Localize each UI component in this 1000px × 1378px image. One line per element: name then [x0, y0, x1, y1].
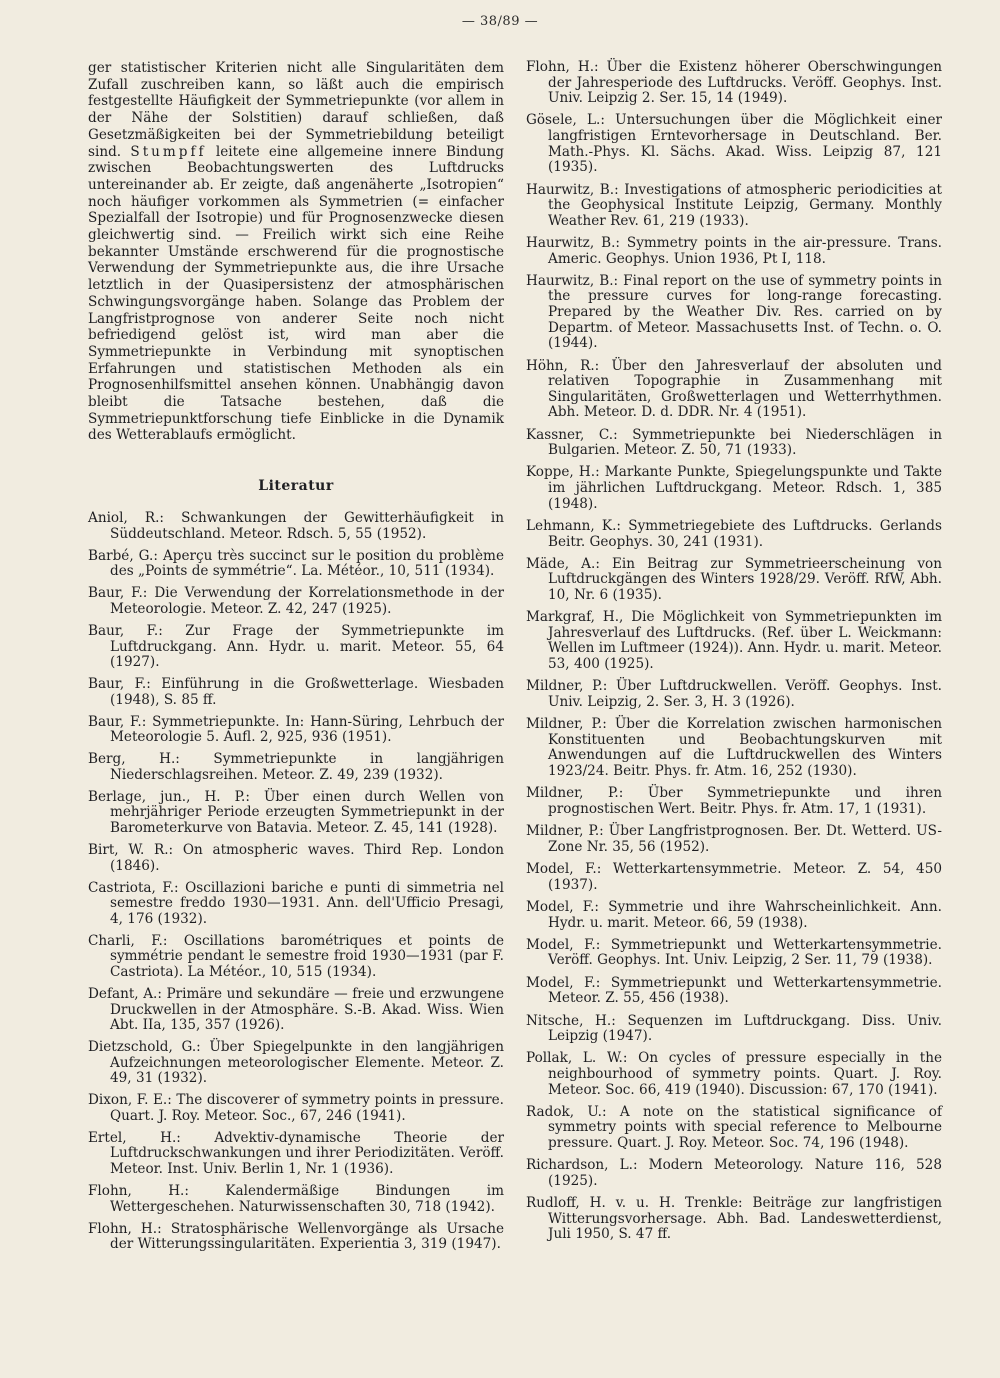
reference-entry: Baur, F.: Einführung in die Großwetterlage. Wiesbaden (1948), S. 85 ff.	[88, 676, 504, 708]
reference-entry: Defant, A.: Primäre und sekundäre — freie und erzwungene Druckwellen in der Atmosphäre. S.-B. Akad. Wiss. Wien Abt. IIa, 135, 357 (1926).	[88, 985, 504, 1034]
reference-entry: Baur, F.: Symmetriepunkte. In: Hann-Süring, Lehrbuch der Meteorologie 5. Aufl. 2, 925, 936 (1951).	[88, 713, 504, 746]
author-name-spaced: Stumpff	[130, 143, 207, 160]
reference-entry: Lehmann, K.: Symmetriegebiete des Luftdrucks. Gerlands Beitr. Geophys. 30, 241 (1931).	[526, 517, 942, 550]
reference-entry: Mildner, P.: Über die Korrelation zwischen harmonischen Konstituenten und Beobachtungskurven mit Anwendungen auf die Luftdruckwellen des Winters 1923/24. Beitr. Phys. fr. Atm. 16, 252 (1930).	[526, 716, 942, 779]
reference-entry: Markgraf, H., Die Möglichkeit von Symmetriepunkten im Jahresverlauf des Luftdrucks. (Ref. über L. Weickmann: Wellen im Luftmeer (1924)). Ann. Hydr. u. marit. Meteor. 53, 400 (1925).	[526, 609, 942, 673]
reference-list-right	[526, 60, 942, 1243]
reference-entry: Baur, F.: Die Verwendung der Korrelationsmethode in der Meteorologie. Meteor. Z. 42, 247 (1925).	[88, 585, 504, 617]
reference-entry: Model, F.: Symmetrie und ihre Wahrscheinlichkeit. Ann. Hydr. u. marit. Meteor. 66, 59 (1938).	[526, 898, 942, 931]
reference-entry: Baur, F.: Zur Frage der Symmetriepunkte im Luftdruckgang. Ann. Hydr. u. marit. Meteor. 55, 64 (1927).	[88, 622, 504, 671]
reference-entry: Ertel, H.: Advektiv-dynamische Theorie der Luftdruckschwankungen und ihrer Periodizitäten. Veröff. Meteor. Inst. Univ. Berlin 1, Nr. 1 (1936).	[88, 1129, 504, 1178]
reference-entry: Birt, W. R.: On atmospheric waves. Third Rep. London (1846).	[88, 841, 504, 874]
reference-entry: Charli, F.: Oscillations barométriques et points de symmétrie pendant le semestre froid 1930—1931 (par F. Castriota). La Météor., 10, 515 (1934).	[88, 932, 504, 980]
reference-entry: Barbé, G.: Aperçu très succinct sur le position du problème des „Points de symmétrie“. La. Météor., 10, 511 (1934).	[88, 547, 504, 580]
body-paragraph	[88, 60, 504, 444]
reference-entry: Haurwitz, B.: Final report on the use of symmetry points in the pressure curves for long-range forecasting. Prepared by the Weather Div. Res. carried on by Departm. of Meteor. Massachusetts Inst. of Techn. o. O. (1944).	[526, 272, 942, 352]
reference-entry: Flohn, H.: Stratosphärische Wellenvorgänge als Ursache der Witterungssingularitäten. Experientia 3, 319 (1947).	[88, 1220, 504, 1253]
reference-entry: Nitsche, H.: Sequenzen im Luftdruckgang. Diss. Univ. Leipzig (1947).	[526, 1012, 942, 1045]
body-text-part-2: leitete eine allgemeine innere Bindung zwischen Beobachtungswerten des Luftdrucks untereinander ab. Er zeigte, daß angenäherte „Isotropien“ noch häufiger vorkommen als Symmetrien (= einfacher Spezialfall der Isotropie) und für Prognosenzwecke diesen gleichwertig sind. — Freilich wirkt sich eine Reihe bekannter Umstände erschwerend für die prognostische Verwendung der Symmetriepunkte aus, die ihre Ursache letztlich in der Quasipersistenz der atmosphärischen Schwingungsvorgänge haben. Solange das Problem der Langfristprognose von anderer Seite noch nicht befriedigend gelöst ist, wird man aber die Symmetriepunkte in Verbindung mit synoptischen Erfahrungen und statistischen Methoden als ein Prognosenhilfsmittel ansehen können. Unabhängig davon bleibt die Tatsache bestehen, daß die Symmetriepunktforschung tiefe Einblicke in die Dynamik des Wetterablaufs ermöglicht.	[88, 143, 504, 444]
reference-entry: Richardson, L.: Modern Meteorology. Nature 116, 528 (1925).	[526, 1157, 942, 1189]
reference-list-left	[88, 511, 504, 1253]
reference-entry: Koppe, H.: Markante Punkte, Spiegelungspunkte und Takte im jährlichen Luftdruckgang. Meteor. Rdsch. 1, 385 (1948).	[526, 464, 942, 512]
section-heading-literatur: Literatur	[258, 478, 334, 495]
reference-entry: Kassner, C.: Symmetriepunkte bei Niederschlägen in Bulgarien. Meteor. Z. 50, 71 (1933).	[526, 426, 942, 459]
reference-entry: Höhn, R.: Über den Jahresverlauf der absoluten und relativen Topographie in Zusammenhang mit Singularitäten, Großwetterlagen und Wetterrhythmen. Abh. Meteor. D. d. DDR. Nr. 4 (1951).	[526, 357, 942, 421]
page-number: — 38/89 —	[461, 14, 539, 29]
reference-entry: Castriota, F.: Oscillazioni bariche e punti di simmetria nel semestre freddo 1930—1931. Ann. dell'Ufficio Presagi, 4, 176 (1932).	[88, 879, 504, 927]
reference-entry: Berlage, jun., H. P.: Über einen durch Wellen von mehrjähriger Periode erzeugten Symmetriepunkt in der Barometerkurve von Batavia. Meteor. Z. 45, 141 (1928).	[88, 788, 504, 836]
reference-entry: Mäde, A.: Ein Beitrag zur Symmetrieerscheinung von Luftdruckgängen des Winters 1928/29. Veröff. RfW, Abh. 10, Nr. 6 (1935).	[526, 555, 942, 603]
left-column	[88, 60, 504, 1259]
reference-entry: Flohn, H.: Kalendermäßige Bindungen im Wettergeschehen. Naturwissenschaften 30, 718 (1942).	[88, 1183, 504, 1215]
reference-entry: Gösele, L.: Untersuchungen über die Möglichkeit einer langfristigen Erntevorhersage in Deutschland. Ber. Math.-Phys. Kl. Sächs. Akad. Wiss. Leipzig 87, 121 (1935).	[526, 112, 942, 176]
reference-entry: Haurwitz, B.: Symmetry points in the air-pressure. Trans. Americ. Geophys. Union 1936, Pt I, 118.	[526, 235, 942, 267]
reference-entry: Dietzschold, G.: Über Spiegelpunkte in den langjährigen Aufzeichnungen meteorologischer Elemente. Meteor. Z. 49, 31 (1932).	[88, 1039, 504, 1087]
reference-entry: Mildner, P.: Über Symmetriepunkte und ihren prognostischen Wert. Beitr. Phys. fr. Atm. 17, 1 (1931).	[526, 785, 942, 817]
reference-entry: Rudloff, H. v. u. H. Trenkle: Beiträge zur langfristigen Witterungsvorhersage. Abh. Bad. Landeswetterdienst, Juli 1950, S. 47 ff.	[526, 1195, 942, 1243]
reference-entry: Haurwitz, B.: Investigations of atmospheric periodicities at the Geophysical Institute Leipzig, Germany. Monthly Weather Rev. 61, 219 (1933).	[526, 181, 942, 229]
body-text-part-1: ger statistischer Kriterien nicht alle Singularitäten dem Zufall zuschreiben kann, so läßt auch die empirisch festgestellte Häufigkeit der Symmetriepunkte (vor allem in der Nähe der Solstitien) darauf schließen, daß Gesetzmäßigkeiten bei der Symmetriebildung beteiligt sind.	[88, 60, 504, 160]
right-column	[526, 60, 942, 1250]
reference-entry: Aniol, R.: Schwankungen der Gewitterhäufigkeit in Süddeutschland. Meteor. Rdsch. 5, 55 (1952).	[88, 510, 504, 542]
reference-entry: Model, F.: Symmetriepunkt und Wetterkartensymmetrie. Meteor. Z. 55, 456 (1938).	[526, 974, 942, 1007]
reference-entry: Pollak, L. W.: On cycles of pressure especially in the neighbourhood of symmetry points. Quart. J. Roy. Meteor. Soc. 66, 419 (1940). Discussion: 67, 170 (1941).	[526, 1050, 942, 1098]
reference-entry: Model, F.: Wetterkartensymmetrie. Meteor. Z. 54, 450 (1937).	[526, 861, 942, 893]
reference-entry: Radok, U.: A note on the statistical significance of symmetry points with special reference to Melbourne pressure. Quart. J. Roy. Meteor. Soc. 74, 196 (1948).	[526, 1103, 942, 1152]
reference-entry: Mildner, P.: Über Luftdruckwellen. Veröff. Geophys. Inst. Univ. Leipzig, 2. Ser. 3, H. 3 (1926).	[526, 678, 942, 710]
reference-entry: Berg, H.: Symmetriepunkte in langjährigen Niederschlagsreihen. Meteor. Z. 49, 239 (1932).	[88, 751, 504, 783]
reference-entry: Mildner, P.: Über Langfristprognosen. Ber. Dt. Wetterd. US-Zone Nr. 35, 56 (1952).	[526, 823, 942, 855]
reference-entry: Dixon, F. E.: The discoverer of symmetry points in pressure. Quart. J. Roy. Meteor. Soc., 67, 246 (1941).	[88, 1092, 504, 1124]
reference-entry: Model, F.: Symmetriepunkt und Wetterkartensymmetrie. Veröff. Geophys. Int. Univ. Leipzig, 2 Ser. 11, 79 (1938).	[526, 936, 942, 969]
reference-entry: Flohn, H.: Über die Existenz höherer Oberschwingungen der Jahresperiode des Luftdrucks. Veröff. Geophys. Inst. Univ. Leipzig 2. Ser. 15, 14 (1949).	[526, 59, 942, 107]
